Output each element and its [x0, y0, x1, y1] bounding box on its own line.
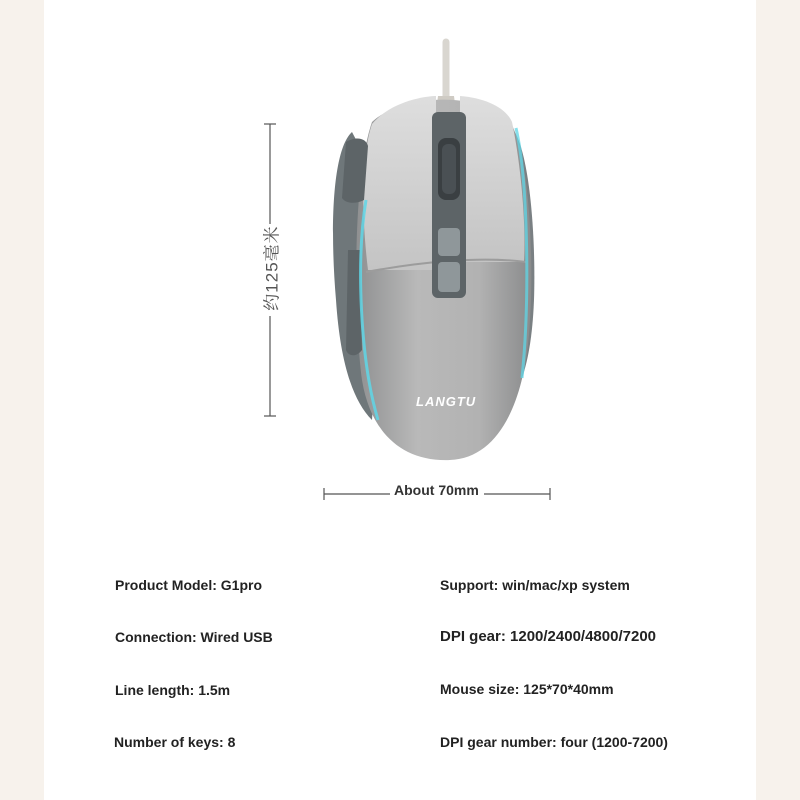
spec-dpi-gear-number: DPI gear number: four (1200-7200) — [440, 734, 668, 750]
spec-connection: Connection: Wired USB — [115, 629, 273, 645]
spec-mouse-size: Mouse size: 125*70*40mm — [440, 681, 614, 697]
width-dimension-label: About 70mm — [394, 482, 479, 498]
mouse-right-button — [460, 96, 525, 262]
height-dimension-label: 约125毫米 — [262, 225, 282, 311]
spec-number-of-keys: Number of keys: 8 — [114, 734, 236, 750]
dpi-button-down — [438, 262, 460, 292]
side-button-forward — [342, 139, 368, 203]
spec-dpi-gear: DPI gear: 1200/2400/4800/7200 — [440, 628, 656, 645]
mouse-brand-logo: LANGTU — [416, 394, 477, 409]
dpi-button-up — [438, 228, 460, 256]
spec-line-length: Line length: 1.5m — [115, 682, 231, 698]
mouse-left-button — [363, 96, 436, 270]
spec-product-model: Product Model: G1pro — [115, 577, 262, 593]
spec-support: Support: win/mac/xp system — [440, 577, 630, 593]
